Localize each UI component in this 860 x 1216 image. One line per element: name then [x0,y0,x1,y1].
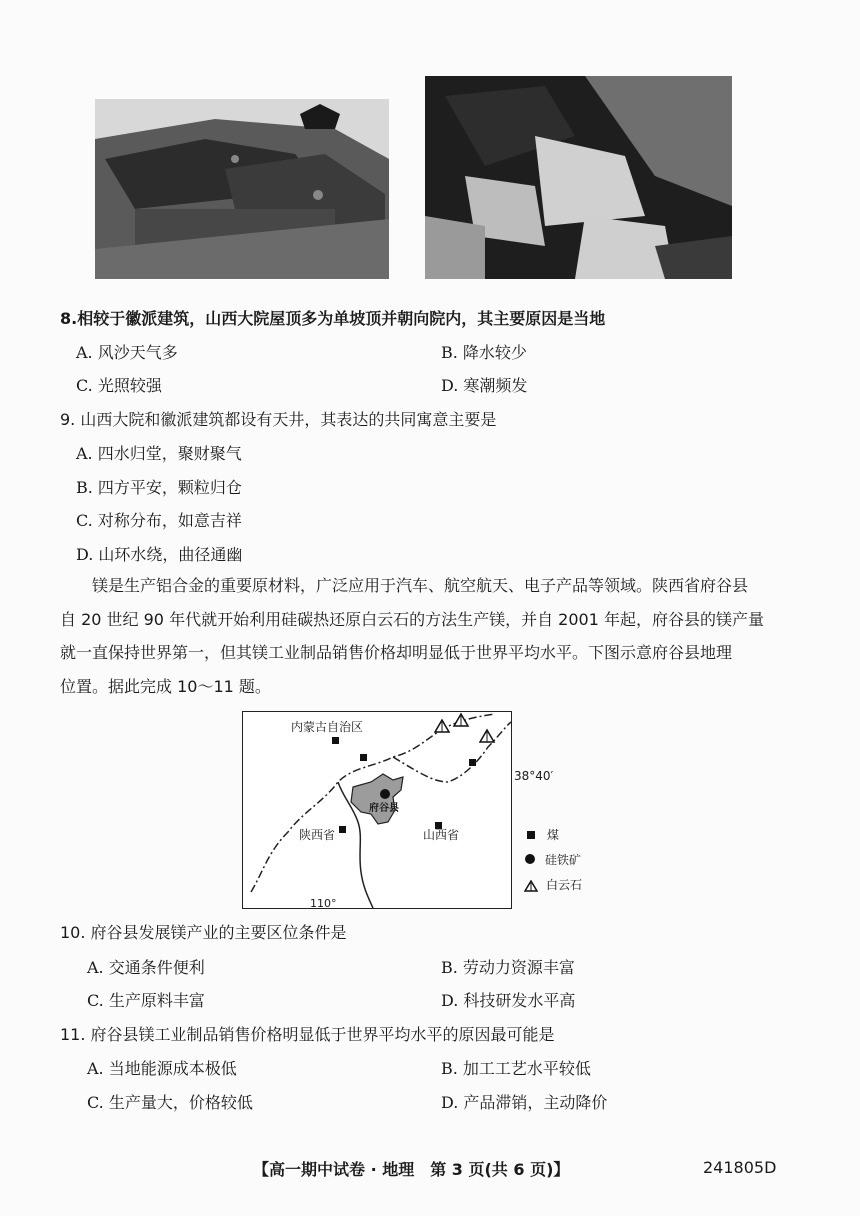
q10-option-d[interactable]: D. 科技研发水平高 [441,991,576,1010]
dolomite-site-3 [480,730,494,742]
q11-option-c[interactable]: C. 生产量大，价格较低 [87,1093,253,1112]
coal-site-2 [360,754,367,761]
q10-option-a[interactable]: A. 交通条件便利 [87,958,205,977]
shanxi-north-boundary [393,722,511,782]
q9-option-d[interactable]: D. 山环水绕，曲径通幽 [76,545,243,564]
q8-option-a[interactable]: A. 风沙天气多 [76,343,178,362]
coal-site-5 [469,759,476,766]
q10-option-b[interactable]: B. 劳动力资源丰富 [441,958,575,977]
q9-option-c[interactable]: C. 对称分布，如意吉祥 [76,511,242,530]
legend-dolomite-label: 白云石 [546,878,583,892]
passage-line-1 [60,570,800,602]
passage-line-3: 就一直保持世界第一，但其镁工业制品销售价格却明显低于世界平均水平。下图示意府谷县地理 [60,643,733,662]
fugu-label: 府谷县 [369,803,399,814]
q11-option-d[interactable]: D. 产品滞销，主动降价 [441,1093,608,1112]
legend-coal-label: 煤 [547,828,560,842]
q9-option-a[interactable]: A. 四水归堂，聚财聚气 [76,444,242,463]
passage-line-4: 位置。据此完成 10～11 题。 [60,677,271,696]
exam-code: 241805D [703,1158,777,1177]
inner-mongolia-label: 内蒙古自治区 [291,720,364,734]
q11-option-b[interactable]: B. 加工工艺水平较低 [441,1059,591,1078]
question-10-stem: 10. 府谷县发展镁产业的主要区位条件是 [60,923,347,942]
dolomite-site-1 [435,720,449,732]
ferrosilicon-legend-icon [525,854,535,864]
question-9-stem: 9. 山西大院和徽派建筑都设有天井，其表达的共同寓意主要是 [60,410,497,429]
latitude-label: 38°40′ [514,769,554,783]
coal-site-1 [332,737,339,744]
q11-option-a[interactable]: A. 当地能源成本极低 [87,1059,237,1078]
shanxi-label: 山西省 [423,828,460,842]
shanxi-courtyard-photo [95,99,389,279]
dolomite-legend-icon [524,880,538,892]
q8-option-b[interactable]: B. 降水较少 [441,343,527,362]
ferrosilicon-site [380,789,390,799]
legend-ferrosilicon [525,851,581,868]
passage-line-2: 自 20 世纪 90 年代就开始利用硅碳热还原白云石的方法生产镁，并自 2001 年起，府谷县的镁产量 [60,610,764,629]
coal-legend-icon [527,831,535,839]
passage-text-1: 镁是生产铝合金的重要原材料，广泛应用于汽车、航空航天、电子产品等领域。陕西省府谷县 [92,576,749,595]
question-11-stem: 11. 府谷县镁工业制品销售价格明显低于世界平均水平的原因最可能是 [60,1025,555,1044]
page-footer-title: 【高一期中试卷 · 地理 第 3 页(共 6 页)】 [253,1160,570,1179]
fugu-location-map [242,711,512,909]
q10-option-c[interactable]: C. 生产原料丰富 [87,991,205,1010]
q8-option-d[interactable]: D. 寒潮频发 [441,376,528,395]
legend-coal [527,826,559,843]
coal-site-3 [339,826,346,833]
huizhou-village-photo [425,76,732,279]
shaanxi-label: 陕西省 [299,828,336,842]
q8-option-c[interactable]: C. 光照较强 [76,376,162,395]
longitude-label: 110° [310,897,337,910]
legend-dolomite [524,876,582,893]
question-8-stem: 8.相较于徽派建筑，山西大院屋顶多为单坡顶并朝向院内，其主要原因是当地 [60,309,606,328]
q9-option-b[interactable]: B. 四方平安，颗粒归仓 [76,478,242,497]
legend-ferrosilicon-label: 硅铁矿 [545,853,582,867]
